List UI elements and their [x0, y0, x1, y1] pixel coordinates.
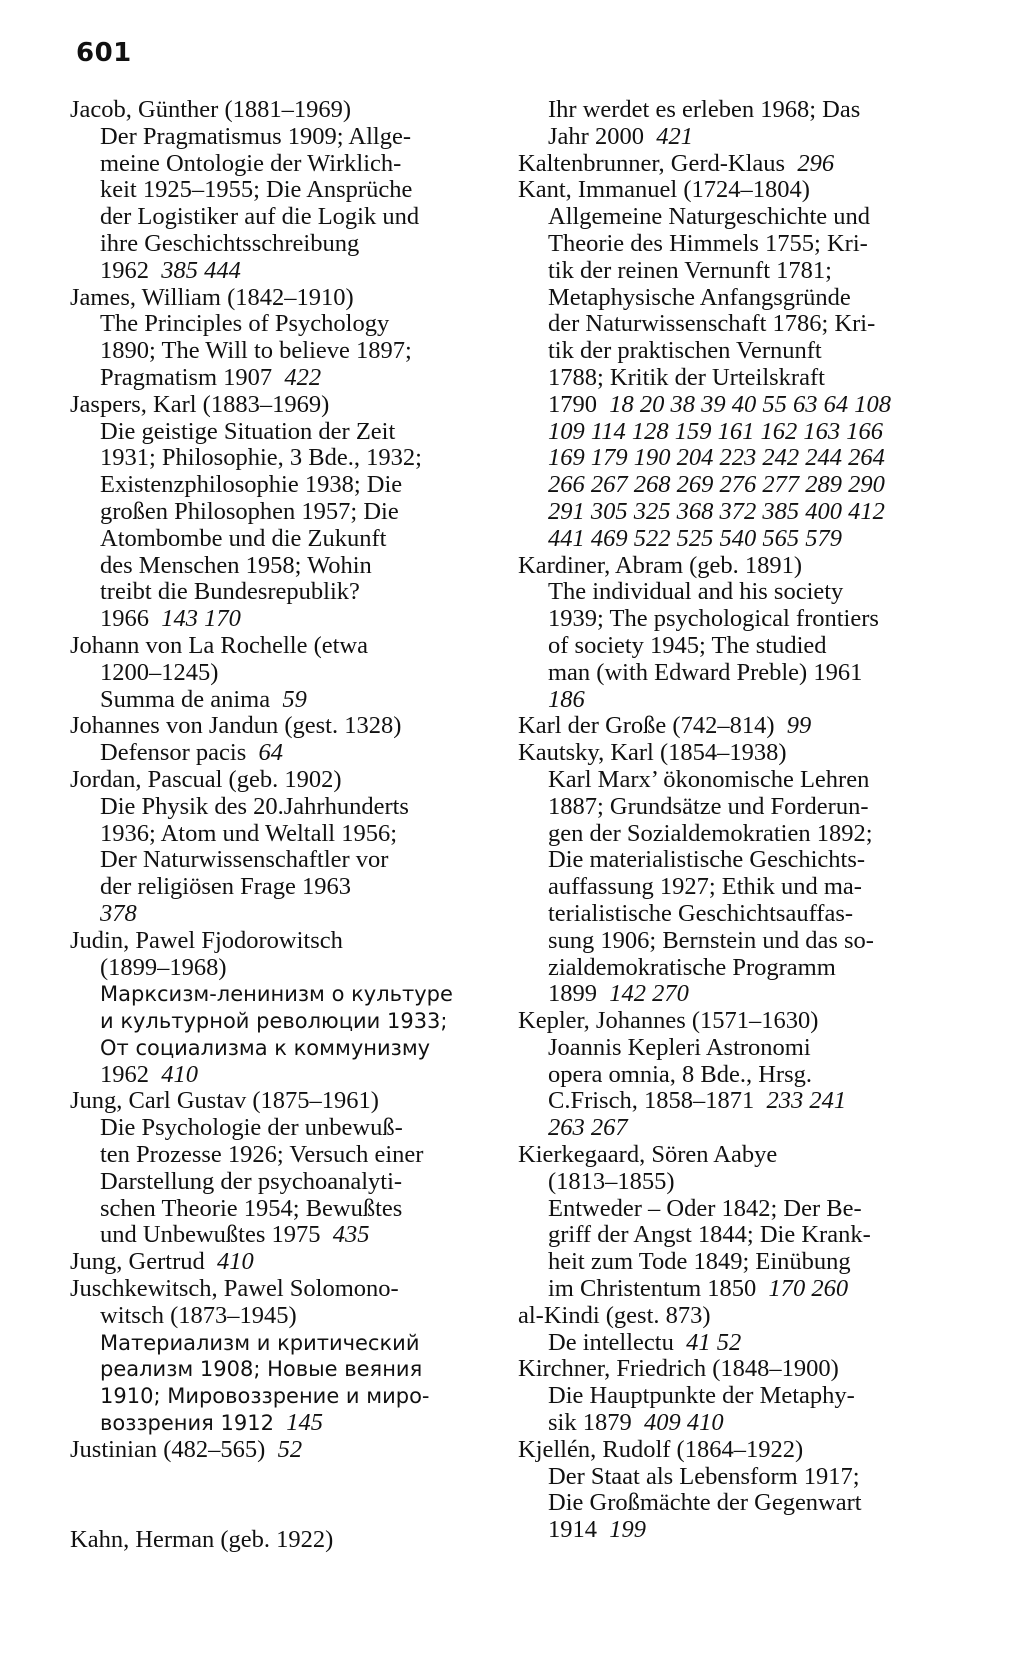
page-refs: 186 — [548, 685, 585, 713]
entry-heading: al-Kindi (gest. 873) — [518, 1301, 711, 1329]
entry-line: Der Staat als Lebensform 1917; — [548, 1462, 860, 1490]
page-refs: 385 444 — [161, 256, 241, 284]
entry-text: Jahr 2000 — [548, 122, 644, 150]
entry-text: 1914 — [548, 1516, 597, 1544]
entry-line — [518, 499, 938, 526]
entry-heading — [70, 1437, 500, 1464]
index-entry-johann — [70, 633, 500, 713]
entry-line — [518, 1330, 938, 1357]
entry-line: The individual and his society — [548, 578, 844, 606]
entry-line: griff der Angst 1844; Die Krank- — [548, 1221, 871, 1249]
entry-line: Die Hauptpunkte der Metaphy- — [548, 1382, 855, 1410]
entry-text: Defensor pacis — [100, 739, 247, 767]
entry-line: (1899–1968) — [100, 953, 227, 981]
entry-line: 1939; The psychological frontiers — [548, 605, 879, 633]
entry-heading: Kant, Immanuel (1724–1804) — [518, 176, 810, 204]
entry-text: De intellectu — [548, 1328, 674, 1356]
page-refs: 64 — [258, 739, 284, 767]
entry-line: terialistische Geschichtsauffas- — [548, 899, 854, 927]
page-refs: 41 52 — [686, 1328, 742, 1356]
index-entry-kahn: Kahn, Herman (geb. 1922) — [70, 1526, 334, 1553]
index-entry-jung-gertrud — [70, 1249, 500, 1276]
entry-heading: Kirchner, Friedrich (1848–1900) — [518, 1355, 839, 1383]
entry-line — [70, 606, 500, 633]
page-refs: 263 267 — [548, 1114, 628, 1142]
page-refs: 52 — [277, 1435, 303, 1463]
entry-line — [70, 365, 500, 392]
page-refs: 410 — [161, 1060, 198, 1088]
index-entry-kautsky — [518, 740, 938, 1008]
index-entry-kaltenbrunner — [518, 151, 938, 178]
entry-line: der Logistiker auf die Logik und — [100, 203, 420, 231]
page-number: 601 — [76, 38, 132, 68]
index-entry-kardiner — [518, 553, 938, 714]
entry-text: Pragmatism 1907 — [100, 363, 273, 391]
entry-heading: Kepler, Johannes (1571–1630) — [518, 1007, 819, 1035]
entry-line: sung 1906; Bernstein und das so- — [548, 926, 874, 954]
entry-text: C.Frisch, 1858–1871 — [548, 1087, 755, 1115]
entry-line: tik der reinen Vernunft 1781; — [548, 256, 832, 284]
entry-heading: Jacob, Günther (1881–1969) — [70, 96, 352, 123]
page-refs: 378 — [100, 899, 137, 927]
entry-line — [518, 526, 938, 553]
entry-heading — [70, 1249, 500, 1276]
page-refs: 169 179 190 204 223 242 244 264 — [548, 444, 885, 472]
index-entry-karl-der-grosse — [518, 713, 938, 740]
entry-text: im Christentum 1850 — [548, 1275, 757, 1303]
entry-heading: Kjellén, Rudolf (1864–1922) — [518, 1435, 804, 1463]
index-entry-johannes — [70, 713, 500, 767]
entry-line: 1788; Kritik der Urteilskraft — [548, 363, 825, 391]
entry-line: Die Physik des 20.Jahrhunderts — [100, 792, 409, 820]
index-entry-kirchner — [518, 1356, 938, 1436]
entry-line: (1813–1855) — [548, 1167, 675, 1195]
index-entry-juschkewitsch — [70, 1276, 500, 1437]
entry-line — [70, 1410, 500, 1437]
entry-line: schen Theorie 1954; Bewußtes — [100, 1194, 403, 1222]
entry-line: 1890; The Will to believe 1897; — [100, 337, 412, 365]
entry-line: Allgemeine Naturgeschichte und — [548, 203, 871, 231]
index-entry-al-kindi — [518, 1303, 938, 1357]
entry-line: Die materialistische Geschichts- — [548, 846, 866, 874]
entry-heading: James, William (1842–1910) — [70, 283, 354, 311]
entry-line: и культурной революции 1933; — [100, 1009, 448, 1034]
entry-line: Existenzphilosophie 1938; Die — [100, 471, 403, 499]
entry-line: The Principles of Psychology — [100, 310, 390, 338]
entry-text: 1962 — [100, 256, 149, 284]
page-refs: 199 — [609, 1516, 646, 1544]
entry-line — [70, 687, 500, 714]
entry-line — [518, 1088, 938, 1115]
page-refs: 421 — [656, 122, 693, 150]
entry-line — [70, 1062, 500, 1089]
entry-line: opera omnia, 8 Bde., Hrsg. — [548, 1060, 812, 1088]
entry-line: meine Ontologie der Wirklich- — [100, 149, 402, 177]
entry-line: witsch (1873–1945) — [100, 1301, 297, 1329]
entry-line: keit 1925–1955; Die Ansprüche — [100, 176, 413, 204]
entry-heading: Jaspers, Karl (1883–1969) — [70, 390, 330, 418]
entry-line — [70, 901, 500, 928]
entry-text: 1899 — [548, 980, 597, 1008]
entry-line: zialdemokratische Programm — [548, 953, 836, 981]
entry-line: treibt die Bundesrepublik? — [100, 578, 360, 606]
page-refs: 99 — [786, 712, 812, 740]
entry-line: heit zum Tode 1849; Einübung — [548, 1248, 851, 1276]
entry-line: man (with Edward Preble) 1961 — [548, 658, 863, 686]
index-entry-judin — [70, 928, 500, 1089]
entry-text: 1966 — [100, 605, 149, 633]
entry-line: des Menschen 1958; Wohin — [100, 551, 372, 579]
page-refs: 18 20 38 39 40 55 63 64 108 — [609, 390, 891, 418]
index-entry-kierkegaard — [518, 1142, 938, 1303]
entry-line: Die geistige Situation der Zeit — [100, 417, 396, 445]
entry-line — [70, 1222, 500, 1249]
entry-line — [518, 981, 938, 1008]
index-entry-kjellen — [518, 1437, 938, 1544]
page-refs: 233 241 — [766, 1087, 847, 1115]
entry-line: Metaphysische Anfangsgründe — [548, 283, 851, 311]
entry-line: Der Pragmatismus 1909; Allge- — [100, 122, 411, 150]
entry-line: 1200–1245) — [100, 658, 219, 686]
entry-text: und Unbewußtes 1975 — [100, 1221, 321, 1249]
entry-line: auffassung 1927; Ethik und ma- — [548, 873, 862, 901]
entry-line — [518, 687, 938, 714]
index-entry-jordan — [70, 767, 500, 928]
entry-line — [518, 124, 938, 151]
entry-line: Karl Marx’ ökonomische Lehren — [548, 765, 870, 793]
page-refs: 296 — [797, 149, 835, 177]
entry-heading: Jordan, Pascual (geb. 1902) — [70, 765, 342, 793]
entry-heading — [518, 151, 938, 178]
page-refs: 142 270 — [609, 980, 689, 1008]
entry-line: der religiösen Frage 1963 — [100, 873, 352, 901]
entry-line — [518, 445, 938, 472]
entry-line: Ihr werdet es erleben 1968; Das — [548, 96, 861, 123]
entry-line — [518, 472, 938, 499]
page-refs: 435 — [332, 1221, 370, 1249]
page-refs: 409 410 — [643, 1409, 724, 1437]
entry-line: Die Psychologie der unbewuß- — [100, 1114, 403, 1142]
entry-line: Entweder – Oder 1842; Der Be- — [548, 1194, 862, 1222]
entry-text: Jung, Gertrud — [70, 1248, 205, 1276]
entry-line — [518, 392, 938, 419]
page-refs: 59 — [282, 685, 307, 713]
index-entry-jacob — [70, 97, 500, 285]
entry-line — [518, 1410, 938, 1437]
index-entry-kepler — [518, 1008, 938, 1142]
index-entry-jung-carl — [70, 1088, 500, 1249]
page-refs: 422 — [284, 363, 322, 391]
index-entry-kant — [518, 177, 938, 552]
page-refs: 441 469 522 525 540 565 579 — [548, 524, 842, 552]
entry-text: Kaltenbrunner, Gerd-Klaus — [518, 149, 786, 177]
entry-line — [518, 1517, 938, 1544]
index-entry-kahn-continued — [518, 97, 938, 151]
index-entry-jaspers — [70, 392, 500, 633]
entry-line: großen Philosophen 1957; Die — [100, 497, 399, 525]
entry-text: Karl der Große (742–814) — [518, 712, 775, 740]
entry-heading: Johann von La Rochelle (etwa — [70, 631, 368, 659]
index-column-left — [70, 97, 500, 1464]
page-refs: 109 114 128 159 161 162 163 166 — [548, 417, 884, 445]
page-refs: 170 260 — [768, 1275, 849, 1303]
entry-line — [518, 419, 938, 446]
entry-line: От социализма к коммунизму — [100, 1035, 431, 1060]
entry-heading: Juschkewitsch, Pawel Solomono- — [70, 1275, 399, 1303]
index-entry-james — [70, 285, 500, 392]
entry-line: ihre Geschichtsschreibung — [100, 229, 360, 257]
entry-line: Joannis Kepleri Astronomi — [548, 1033, 811, 1061]
entry-line: Theorie des Himmels 1755; Kri- — [548, 229, 868, 257]
entry-line — [70, 258, 500, 285]
page-refs: 266 267 268 269 276 277 289 290 — [548, 471, 885, 499]
entry-line: Der Naturwissenschaftler vor — [100, 846, 389, 874]
entry-line: реализм 1908; Новые веяния — [100, 1357, 423, 1382]
entry-text: Justinian (482–565) — [70, 1435, 266, 1463]
entry-line: tik der praktischen Vernunft — [548, 337, 822, 365]
entry-text: 1962 — [100, 1060, 149, 1088]
entry-line: Atombombe und die Zukunft — [100, 524, 387, 552]
entry-line: Die Großmächte der Gegenwart — [548, 1489, 862, 1517]
entry-heading: Kautsky, Karl (1854–1938) — [518, 739, 787, 767]
entry-heading: Kierkegaard, Sören Aabye — [518, 1141, 778, 1169]
entry-heading: Jung, Carl Gustav (1875–1961) — [70, 1087, 379, 1115]
index-entry-justinian — [70, 1437, 500, 1464]
entry-line: 1910; Мировоззрение и миро- — [100, 1384, 430, 1409]
entry-text: sik 1879 — [548, 1409, 632, 1437]
entry-heading: Judin, Pawel Fjodorowitsch — [70, 926, 343, 954]
index-column-right — [518, 97, 938, 1544]
entry-text: воззрения 1912 — [100, 1411, 274, 1436]
page-refs: 410 — [216, 1248, 254, 1276]
page-refs: 145 — [286, 1409, 323, 1437]
page-refs: 143 170 — [161, 605, 241, 633]
entry-line: gen der Sozialdemokratien 1892; — [548, 819, 873, 847]
entry-heading: Kardiner, Abram (geb. 1891) — [518, 551, 803, 579]
entry-line — [70, 740, 500, 767]
entry-heading: Johannes von Jandun (gest. 1328) — [70, 712, 402, 740]
entry-line: der Naturwissenschaft 1786; Kri- — [548, 310, 876, 338]
entry-line — [518, 1115, 938, 1142]
entry-line: 1936; Atom und Weltall 1956; — [100, 819, 398, 847]
page-refs: 291 305 325 368 372 385 400 412 — [548, 497, 885, 525]
entry-line: Darstellung der psychoanalyti- — [100, 1167, 403, 1195]
entry-line: Материализм и критический — [100, 1330, 420, 1355]
entry-line: 1931; Philosophie, 3 Bde., 1932; — [100, 444, 422, 472]
entry-line: of society 1945; The studied — [548, 631, 827, 659]
entry-heading — [518, 713, 938, 740]
entry-text: Summa de anima — [100, 685, 271, 713]
entry-text: 1790 — [548, 390, 597, 418]
entry-line: ten Prozesse 1926; Versuch einer — [100, 1141, 424, 1169]
entry-line: 1887; Grundsätze und Forderun- — [548, 792, 869, 820]
entry-line: Марксизм-ленинизм о культуре — [100, 982, 453, 1007]
entry-line — [518, 1276, 938, 1303]
